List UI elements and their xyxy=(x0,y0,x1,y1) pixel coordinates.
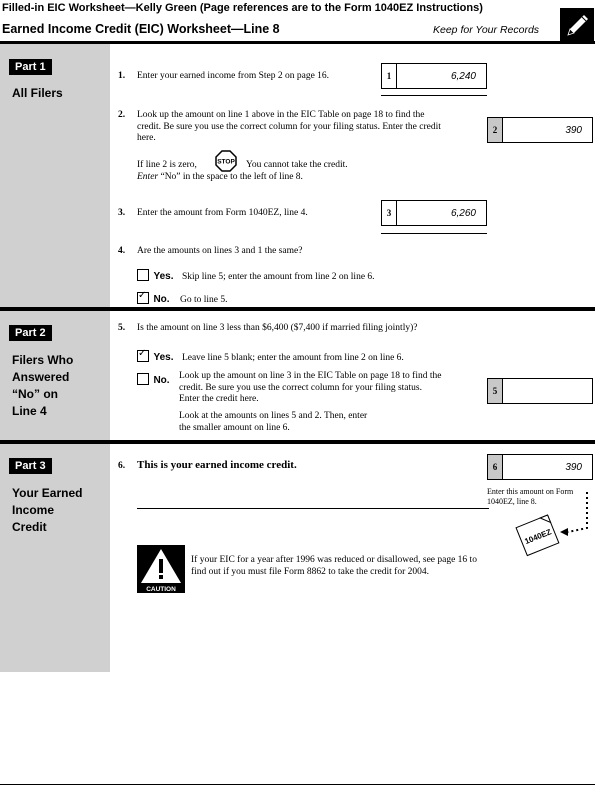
line2-value: 390 xyxy=(565,124,582,136)
part2-name-line: “No” on xyxy=(12,387,58,401)
line1-value: 6,240 xyxy=(450,70,476,82)
line5-no-option[interactable] xyxy=(137,370,170,388)
line4-yes-checkbox[interactable] xyxy=(137,269,149,281)
line3-box[interactable] xyxy=(381,200,487,226)
line6-underline xyxy=(137,508,489,509)
part1-name: All Filers xyxy=(12,86,63,100)
line1-number: 1. xyxy=(118,71,126,81)
line1-box[interactable] xyxy=(381,63,487,89)
line4-no-label: No. xyxy=(153,294,170,305)
part1-sidebar xyxy=(0,44,110,307)
line2-stop-pre: If line 2 is zero, xyxy=(137,160,197,170)
line1-text: Enter your earned income from Step 2 on page 16. xyxy=(137,71,330,81)
part2-name-line: Filers Who xyxy=(12,353,74,367)
line5-no-text: Look up the amount on line 3 in the EIC Table on page 18 to find the credit. Be sure you use the correct column for your filing status. Enter the credit here. xyxy=(179,371,442,404)
line6-box-label: 6 xyxy=(488,455,503,479)
line5-no-text2: Look at the amounts on lines 5 and 2. Then, enter the smaller amount on line 6. xyxy=(179,411,368,433)
document-title: Filled-in EIC Worksheet—Kelly Green (Page references are to the Form 1040EZ Instructions) xyxy=(2,2,483,14)
line2-enter-note xyxy=(137,172,303,184)
line2-text: Look up the amount on line 1 above in the EIC Table on page 18 to find the credit. Be sure you use the correct column for your filing status. Enter the credit here. xyxy=(137,110,441,143)
line4-yes-option[interactable] xyxy=(137,266,375,284)
enter-this-amount-note: Enter this amount on Form 1040EZ, line 8. xyxy=(487,487,574,506)
line6-value: 390 xyxy=(565,461,582,473)
line5-text: Is the amount on line 3 less than $6,400 ($7,400 if married filing jointly)? xyxy=(137,323,418,333)
caution-label: CAUTION xyxy=(146,586,176,593)
part3-sidebar xyxy=(0,444,110,672)
caution-text: If your EIC for a year after 1996 was reduced or disallowed, see page 16 to find out if you must file Form 8862 to take the credit for 2004. xyxy=(191,555,477,577)
line5-yes-checkbox[interactable] xyxy=(137,350,149,362)
enter-word: Enter xyxy=(137,172,159,182)
line2-number: 2. xyxy=(118,110,126,120)
line6-text: This is your earned income credit. xyxy=(137,459,297,471)
line5-yes-label: Yes. xyxy=(153,352,174,363)
part3-name xyxy=(12,485,82,536)
keep-for-records-note: Keep for Your Records xyxy=(433,24,540,36)
line4-yes-text: Skip line 5; enter the amount from line 2 on line 6. xyxy=(181,272,375,282)
line5-no-checkbox[interactable] xyxy=(137,373,149,385)
part2-name-line: Answered xyxy=(12,370,70,384)
line1-box-label: 1 xyxy=(382,64,397,88)
line6-box[interactable] xyxy=(487,454,593,480)
line3-box-label: 3 xyxy=(382,201,397,225)
part3-tab: Part 3 xyxy=(9,458,52,474)
line2-box[interactable] xyxy=(487,117,593,143)
part3-name-line: Your Earned xyxy=(12,486,83,500)
line2-stop-post: You cannot take the credit. xyxy=(246,160,348,170)
part-separator xyxy=(0,307,595,311)
enter-rest: “No” in the space to the left of line 8. xyxy=(160,172,303,182)
line4-no-text: Go to line 5. xyxy=(180,295,228,305)
line2-box-label: 2 xyxy=(488,118,503,142)
line5-box[interactable] xyxy=(487,378,593,404)
part-separator xyxy=(0,440,595,444)
line3-value: 6,260 xyxy=(450,207,476,219)
bottom-rule xyxy=(0,784,595,785)
line5-yes-text: Leave line 5 blank; enter the amount from line 2 on line 6. xyxy=(181,353,404,363)
form-1040ez-label: 1040EZ xyxy=(523,527,553,547)
line4-no-checkbox[interactable] xyxy=(137,292,149,304)
line3-underline xyxy=(381,233,487,234)
line5-yes-option[interactable] xyxy=(137,347,404,365)
part2-name xyxy=(12,352,73,420)
line1-underline xyxy=(381,95,487,96)
pencil-icon xyxy=(560,8,594,42)
line4-no-option[interactable] xyxy=(137,289,228,307)
line5-number: 5. xyxy=(118,323,126,333)
line6-number: 6. xyxy=(118,461,126,471)
line4-text: Are the amounts on lines 3 and 1 the same? xyxy=(137,246,303,256)
caution-icon xyxy=(137,545,185,593)
line4-yes-label: Yes. xyxy=(153,271,174,282)
part1-tab: Part 1 xyxy=(9,59,52,75)
line5-no-label: No. xyxy=(153,375,170,386)
part2-tab: Part 2 xyxy=(9,325,52,341)
part2-name-line: Line 4 xyxy=(12,404,47,418)
worksheet-title: Earned Income Credit (EIC) Worksheet—Line 8 xyxy=(2,22,280,36)
form-1040ez-icon xyxy=(508,486,593,566)
line5-box-label: 5 xyxy=(488,379,503,403)
stop-sign-label: STOP xyxy=(217,158,235,166)
line4-number: 4. xyxy=(118,246,126,256)
part3-name-line: Credit xyxy=(12,520,47,534)
part3-name-line: Income xyxy=(12,503,55,517)
line3-text: Enter the amount from Form 1040EZ, line 4. xyxy=(137,208,308,218)
line3-number: 3. xyxy=(118,208,126,218)
stop-sign-icon xyxy=(215,150,237,172)
